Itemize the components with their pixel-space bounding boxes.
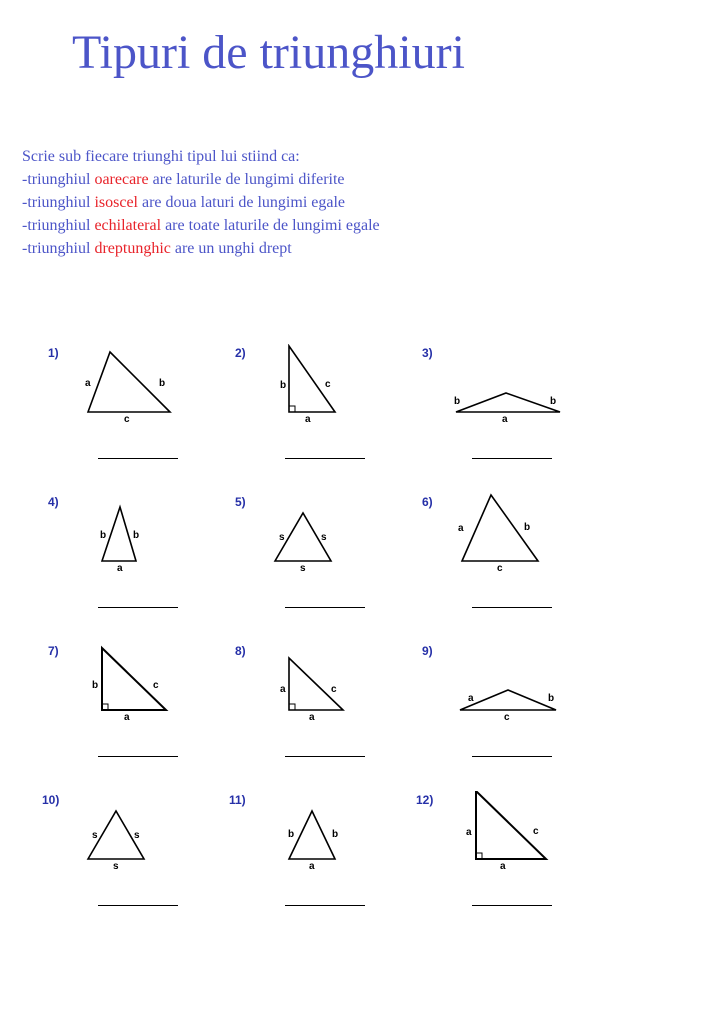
side-label: c (153, 680, 159, 691)
definition-echilateral (22, 214, 380, 237)
triangle-exercise-7 (40, 642, 200, 772)
side-label: b (92, 680, 99, 691)
side-label: c (533, 826, 539, 837)
term-dreptunghic: dreptunghic (94, 240, 171, 257)
triangle-shape (102, 648, 166, 710)
triangle-shape (476, 791, 546, 859)
exercise-number: 11) (229, 793, 246, 807)
definition-text: are toate laturile de lungimi egale (161, 217, 380, 234)
triangle-shape (88, 352, 170, 412)
triangle-shape (456, 393, 560, 412)
triangle-exercise-8 (227, 642, 387, 772)
side-label: a (502, 414, 508, 425)
definition-prefix: -triunghiul (22, 194, 95, 211)
side-label: b (280, 380, 287, 391)
instructions-intro: Scrie sub fiecare triunghi tipul lui stiind ca: (22, 148, 300, 165)
scalene-triangle-figure (40, 344, 200, 434)
side-label: a (468, 693, 474, 704)
obtuse-isosceles-triangle-figure (414, 344, 574, 434)
definition-prefix: -triunghiul (22, 171, 95, 188)
side-label: b (548, 693, 555, 704)
right-triangle-figure (40, 642, 200, 732)
definition-prefix: -triunghiul (22, 217, 95, 234)
triangle-shape (289, 811, 335, 859)
side-label: a (309, 861, 315, 872)
side-label: b (159, 378, 166, 389)
scalene-triangle-figure (414, 493, 574, 583)
triangle-exercise-2 (227, 344, 387, 474)
side-label: a (466, 827, 472, 838)
triangle-shape (460, 690, 556, 710)
triangle-exercise-1 (40, 344, 200, 474)
exercise-number: 7) (48, 644, 59, 658)
isosceles-triangle-figure (227, 791, 387, 881)
equilateral-triangle-figure (227, 493, 387, 583)
definition-isoscel (22, 191, 380, 214)
triangle-exercise-11 (227, 791, 387, 921)
triangle-exercise-12 (414, 791, 574, 921)
definition-text: are laturile de lungimi diferite (148, 171, 345, 188)
side-label: b (100, 530, 107, 541)
side-label: c (497, 563, 503, 574)
side-label: s (279, 532, 285, 543)
side-label: b (550, 396, 557, 407)
answer-line[interactable] (472, 905, 552, 906)
side-label: c (124, 414, 130, 425)
answer-line[interactable] (98, 756, 178, 757)
exercise-number: 9) (422, 644, 433, 658)
side-label: b (454, 396, 461, 407)
term-echilateral: echilateral (94, 217, 162, 234)
side-label: s (300, 563, 306, 574)
exercise-number: 10) (42, 793, 60, 807)
triangle-exercise-6 (414, 493, 574, 623)
obtuse-triangle-figure (414, 642, 574, 732)
exercise-number: 1) (48, 346, 59, 360)
instructions (22, 145, 380, 260)
triangle-exercise-3 (414, 344, 574, 474)
exercise-number: 2) (235, 346, 246, 360)
exercise-number: 3) (422, 346, 433, 360)
right-angle-mark (289, 406, 295, 412)
side-label: b (133, 530, 140, 541)
page-title: Tipuri de triunghiuri (72, 26, 465, 79)
definition-dreptunghic (22, 237, 380, 260)
definition-oarecare (22, 168, 380, 191)
right-triangle-figure (414, 791, 574, 881)
side-label: a (305, 414, 311, 425)
exercise-number: 5) (235, 495, 246, 509)
answer-line[interactable] (285, 756, 365, 757)
answer-line[interactable] (98, 607, 178, 608)
answer-line[interactable] (285, 458, 365, 459)
answer-line[interactable] (285, 607, 365, 608)
answer-line[interactable] (472, 607, 552, 608)
side-label: a (280, 684, 286, 695)
triangle-exercise-9 (414, 642, 574, 772)
side-label: c (325, 379, 331, 390)
side-label: a (500, 861, 506, 872)
triangle-exercise-4 (40, 493, 200, 623)
answer-line[interactable] (98, 905, 178, 906)
side-label: c (331, 684, 337, 695)
equilateral-triangle-figure (40, 791, 200, 881)
triangle-exercise-10 (40, 791, 200, 921)
answer-line[interactable] (285, 905, 365, 906)
side-label: c (504, 712, 510, 723)
exercise-number: 12) (416, 793, 434, 807)
side-label: s (113, 861, 119, 872)
right-angle-mark (289, 704, 295, 710)
answer-line[interactable] (472, 756, 552, 757)
triangle-shape (102, 507, 136, 561)
exercise-number: 4) (48, 495, 59, 509)
side-label: s (321, 532, 327, 543)
right-triangle-figure (227, 642, 387, 732)
triangle-exercise-5 (227, 493, 387, 623)
isosceles-triangle-figure (40, 493, 200, 583)
side-label: a (117, 563, 123, 574)
side-label: a (85, 378, 91, 389)
term-oarecare: oarecare (94, 171, 149, 188)
term-isoscel: isoscel (94, 194, 138, 211)
definition-prefix: -triunghiul (22, 240, 95, 257)
exercise-number: 8) (235, 644, 246, 658)
side-label: a (124, 712, 130, 723)
side-label: a (458, 523, 464, 534)
exercise-number: 6) (422, 495, 433, 509)
side-label: a (309, 712, 315, 723)
side-label: b (524, 522, 531, 533)
definition-text: are un unghi drept (170, 240, 292, 257)
side-label: b (288, 829, 295, 840)
side-label: b (332, 829, 339, 840)
side-label: s (92, 830, 98, 841)
definition-text: are doua laturi de lungimi egale (137, 194, 346, 211)
answer-line[interactable] (472, 458, 552, 459)
side-label: s (134, 830, 140, 841)
answer-line[interactable] (98, 458, 178, 459)
right-triangle-figure (227, 344, 387, 434)
